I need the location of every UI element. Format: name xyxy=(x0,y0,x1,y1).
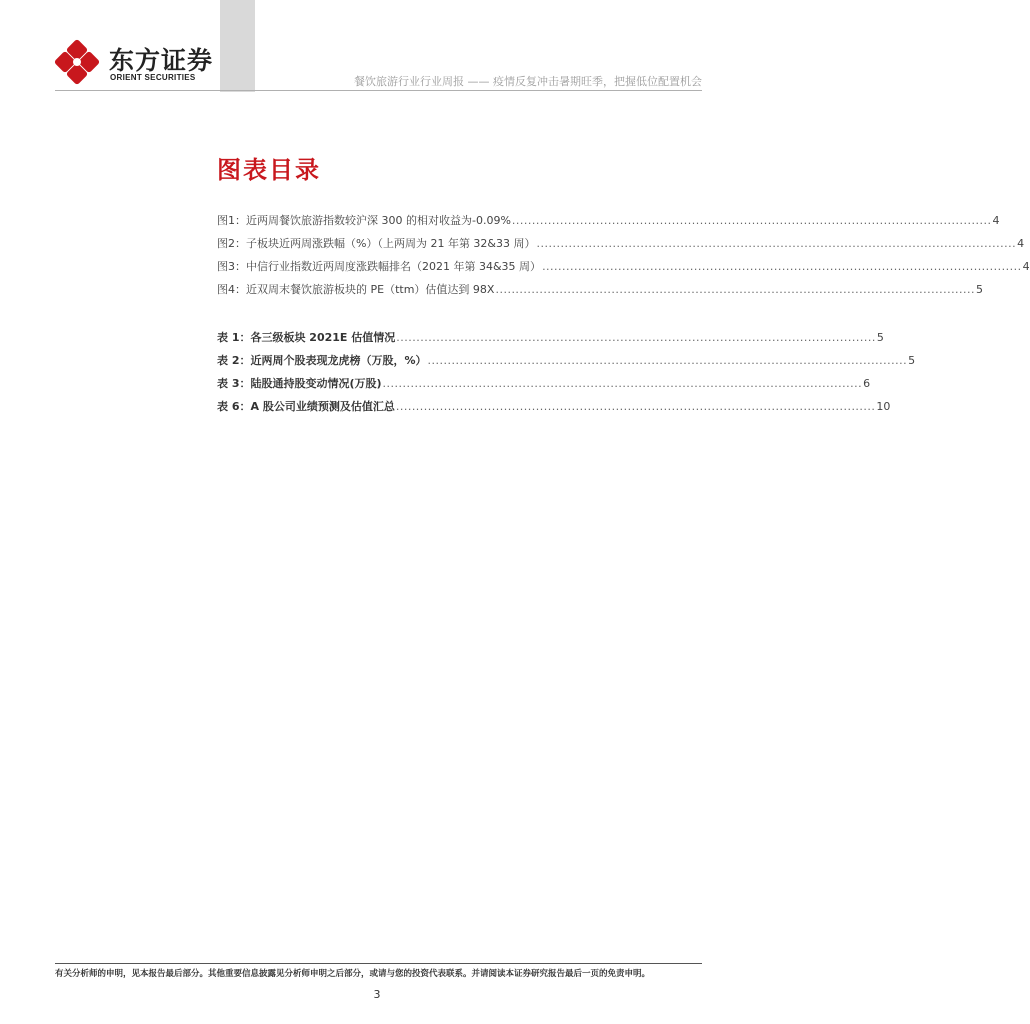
toc-entry-label: 表 6：A 股公司业绩预测及估值汇总 xyxy=(217,400,395,413)
footer-divider xyxy=(55,963,702,964)
toc-leader-dots: ........................................................................................................................ xyxy=(536,237,1017,250)
toc-entry-label: 表 2：近两周个股表现龙虎榜（万股，%） xyxy=(217,354,427,367)
toc-entry-label: 图1：近两周餐饮旅游指数较沪深 300 的相对收益为-0.09% xyxy=(217,214,511,227)
toc-entry-table-1[interactable] xyxy=(217,329,884,352)
toc-leader-dots: ........................................................................................................................ xyxy=(427,354,908,367)
toc-entry-label: 图4：近双周末餐饮旅游板块的 PE（ttm）估值达到 98X xyxy=(217,283,495,296)
toc-title: 图表目录 xyxy=(217,156,321,184)
toc-entry-page: 5 xyxy=(976,283,984,296)
report-header-title: 餐饮旅游行业行业周报 —— 疫情反复冲击暑期旺季，把握低位配置机会 xyxy=(354,75,702,88)
toc-entry-figure-4[interactable] xyxy=(217,281,984,304)
logo-chinese-name: 东方证券 xyxy=(109,46,214,75)
toc-entry-page: 5 xyxy=(908,354,916,367)
toc-entry-figure-3[interactable] xyxy=(217,258,1030,281)
toc-leader-dots: ........................................................................................................................ xyxy=(382,377,863,390)
company-logo xyxy=(55,38,215,88)
logo-english-name: ORIENT SECURITIES xyxy=(110,73,196,82)
toc-entry-table-3[interactable] xyxy=(217,375,871,398)
toc-entry-table-2[interactable] xyxy=(217,352,916,375)
toc-entry-page: 5 xyxy=(876,331,884,344)
toc-entry-page: 4 xyxy=(992,214,1000,227)
toc-entry-page: 6 xyxy=(863,377,871,390)
toc-entry-figure-1[interactable] xyxy=(217,212,1000,235)
toc-entry-page: 4 xyxy=(1017,237,1025,250)
table-list xyxy=(217,329,916,421)
toc-entry-figure-2[interactable] xyxy=(217,235,1025,258)
toc-entry-label: 图2：子板块近两周涨跌幅（%）（上两周为 21 年第 32&33 周） xyxy=(217,237,536,250)
toc-leader-dots: ........................................................................................................................ xyxy=(396,331,876,344)
toc-leader-dots: ........................................................................................................................ xyxy=(395,400,876,413)
toc-leader-dots: ........................................................................................................................ xyxy=(542,260,1022,273)
toc-entry-page: 10 xyxy=(876,400,891,413)
toc-entry-label: 图3：中信行业指数近两周度涨跌幅排名（2021 年第 34&35 周） xyxy=(217,260,542,273)
header-divider xyxy=(55,90,702,91)
toc-leader-dots: ........................................................................................................................ xyxy=(511,214,992,227)
toc-entry-page: 4 xyxy=(1022,260,1030,273)
toc-entry-label: 表 3：陆股通持股变动情况(万股) xyxy=(217,377,382,390)
figure-list xyxy=(217,212,1030,304)
footer-disclaimer: 有关分析师的申明，见本报告最后部分。其他重要信息披露见分析师申明之后部分，或请与您的投资代表联系。并请阅读本证券研究报告最后一页的免责申明。 xyxy=(55,969,651,979)
toc-entry-label: 表 1：各三级板块 2021E 估值情况 xyxy=(217,331,396,344)
header-accent-bar xyxy=(220,0,255,92)
orient-securities-logo-icon xyxy=(55,40,99,84)
toc-leader-dots: ........................................................................................................................ xyxy=(495,283,976,296)
page-number: 3 xyxy=(373,988,381,1001)
toc-entry-table-6[interactable] xyxy=(217,398,891,421)
